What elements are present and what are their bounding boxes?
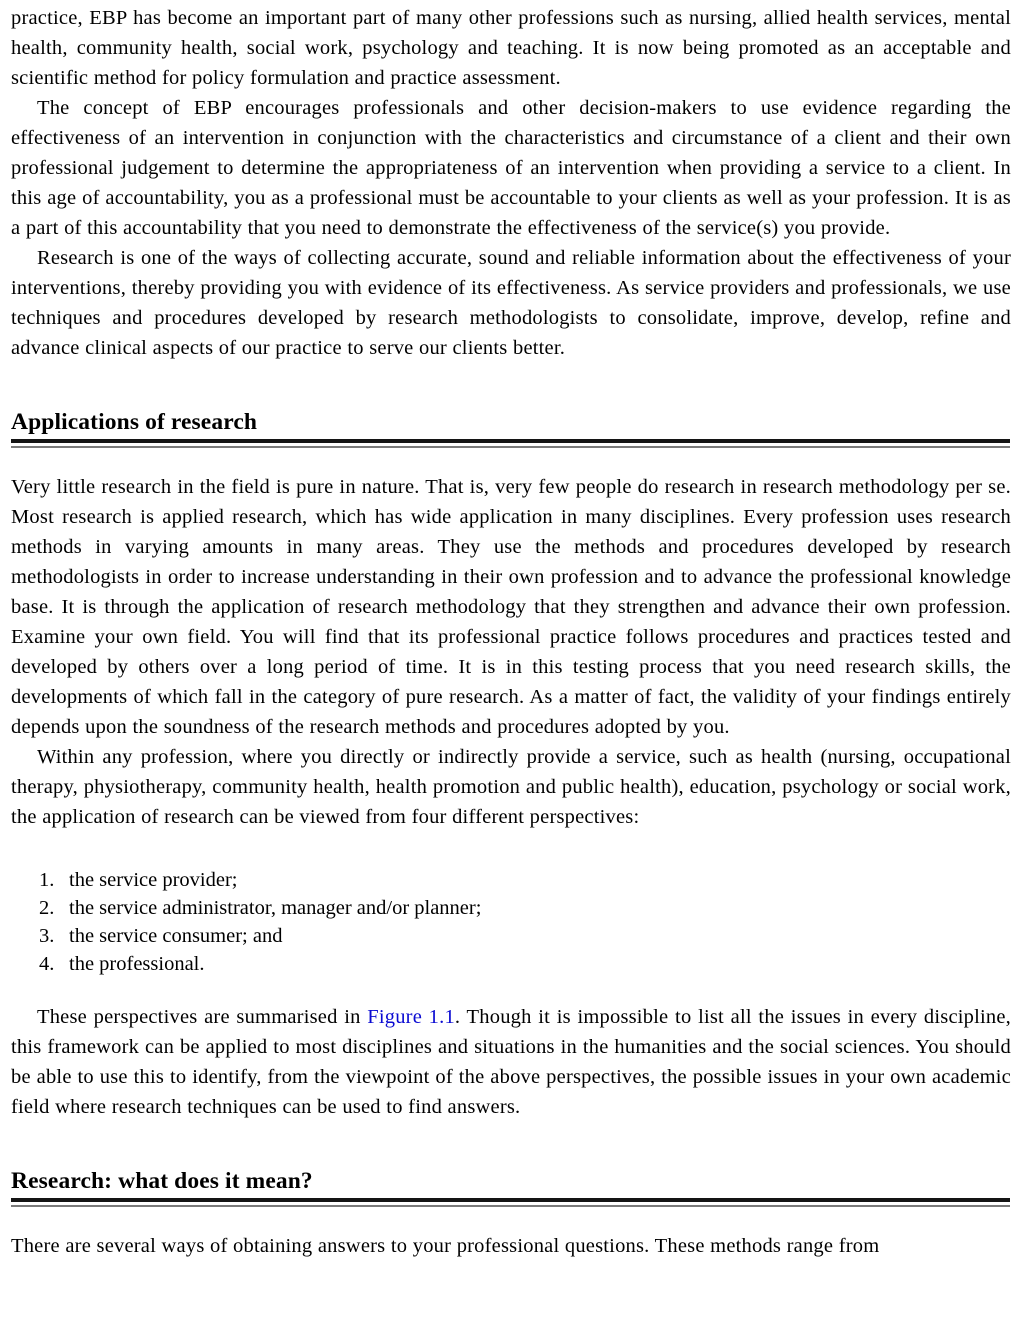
list-item-number: 3. — [39, 925, 55, 947]
perspectives-list — [11, 866, 1011, 978]
paragraph-research-collecting-information: Research is one of the ways of collecting accurate, sound and reliable information about the effectiveness of your interventions, thereby providing you with evidence of its effectiveness. As service providers and professionals, we use techniques and procedures developed by research methodologists to consolidate, improve, develop, refine and advance clinical aspects of our practice to serve our clients better. — [11, 247, 1011, 359]
list-item-label: the service administrator, manager and/or planner; — [69, 897, 482, 919]
paragraph-concept-of-ebp: The concept of EBP encourages professionals and other decision-makers to use evidence regarding the effectiveness of an intervention in conjunction with the characteristics and circumstance of a client and their own professional judgement to determine the appropriateness of an intervention when providing a service to a client. In this age of accountability, you as a professional must be accountable to your clients as well as your profession. It is as a part of this accountability that you need to demonstrate the effectiveness of the service(s) you provide. — [11, 97, 1011, 239]
spacer-after-list — [11, 978, 1011, 1002]
figure-ref-text-after: . Though it is impossible to list all the issues in every discipline, this framework can be applied to most disciplines and situations in the humanities and the social sciences. You should be able to use this to identify, from the viewpoint of the above perspectives, the possible issues in your own academic field where research techniques can be used to find answers. — [11, 1006, 1011, 1118]
list-item — [11, 950, 1011, 978]
paragraph-figure-reference — [11, 1002, 1011, 1122]
list-item — [11, 922, 1011, 950]
list-item-number: 4. — [39, 953, 55, 975]
spacer-before-list — [11, 832, 1011, 866]
page-content — [11, 3, 1011, 1261]
list-item-label: the service consumer; and — [69, 925, 283, 947]
spacer-after-applications-heading — [11, 448, 1011, 472]
spacer-before-research-heading — [11, 1122, 1011, 1166]
list-item — [11, 866, 1011, 894]
spacer-after-research-heading — [11, 1207, 1011, 1231]
list-item-number: 2. — [39, 897, 55, 919]
paragraph-four-perspectives-intro: Within any profession, where you directly or indirectly provide a service, such as health (nursing, occupational therapy, physiotherapy, community health, health promotion and public health), education, psychology or social work, the application of research can be viewed from four different perspectives: — [11, 746, 1011, 828]
list-item-label: the professional. — [69, 953, 205, 975]
heading-applications-of-research: Applications of research — [11, 409, 258, 435]
heading-research-what-does-it-mean: Research: what does it mean? — [11, 1168, 313, 1194]
list-item-label: the service provider; — [69, 869, 238, 891]
list-item — [11, 894, 1011, 922]
paragraph-applied-research: Very little research in the field is pure in nature. That is, very few people do research in research methodology per se. Most research is applied research, which has wide application in many disciplines. Every profession uses research methods in varying amounts in many areas. They use the methods and procedures developed by research methodologists in order to increase understanding in their own profession and to advance the professional knowledge base. It is through the application of research methodology that they strengthen and advance their own profession. Examine your own field. You will find that its professional practice follows procedures and practices tested and developed by others over a long period of time. It is in this testing process that you need research skills, the developments of which fall in the category of pure research. As a matter of fact, the validity of your findings entirely depends upon the soundness of the research methods and procedures adopted by you. — [11, 476, 1011, 738]
paragraph-obtaining-answers: There are several ways of obtaining answers to your professional questions. These methods range from — [11, 1235, 880, 1257]
spacer-before-applications-heading — [11, 363, 1011, 407]
list-item-number: 1. — [39, 869, 55, 891]
figure-ref-text-before: These perspectives are summarised in — [37, 1006, 368, 1028]
figure-1-1-link[interactable]: Figure 1.1 — [367, 1006, 455, 1028]
paragraph-continued-ebp: practice, EBP has become an important part of many other professions such as nursing, allied health services, mental health, community health, social work, psychology and teaching. It is now being promoted as an acceptable and scientific method for policy formulation and practice assessment. — [11, 7, 1011, 89]
heading-rule-applications — [11, 439, 1010, 448]
heading-rule-research-meaning — [11, 1198, 1010, 1207]
